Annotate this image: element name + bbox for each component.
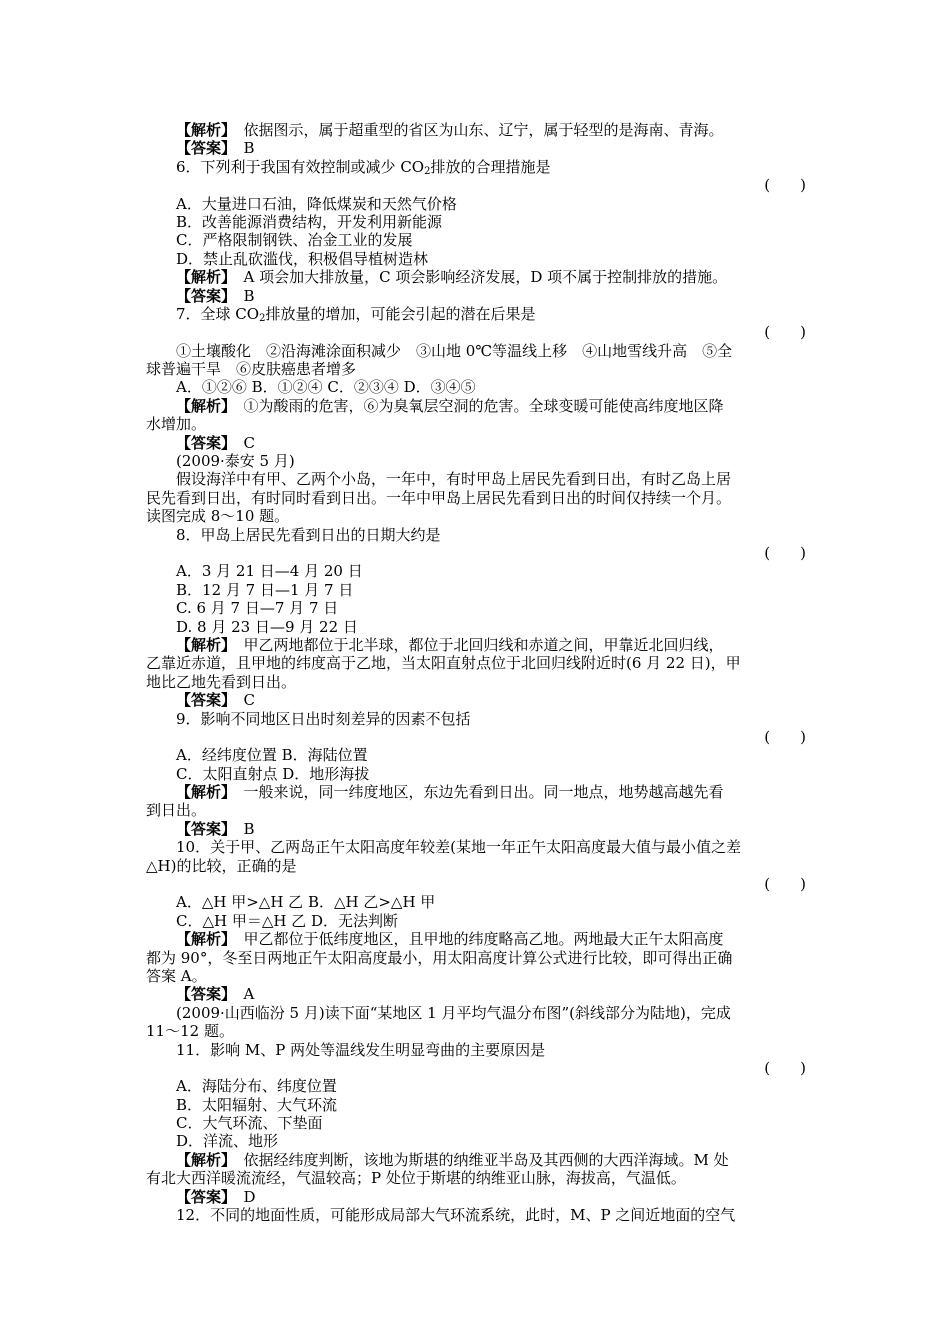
question-text: 8．甲岛上居民先看到日出的日期大约是 bbox=[176, 525, 441, 544]
answer-text: C bbox=[243, 691, 256, 710]
text-line: B．太阳辐射、大气环流 bbox=[176, 1095, 338, 1114]
question-text: 9．影响不同地区日出时刻差异的因素不包括 bbox=[176, 709, 471, 728]
answer-blank: ( ) bbox=[764, 176, 806, 195]
answer-blank: ( ) bbox=[764, 543, 806, 562]
analysis-text: 一般来说，同一纬度地区，东边先看到日出。同一地点，地势越高越先看 bbox=[243, 783, 724, 802]
answer-line bbox=[146, 287, 806, 305]
analysis-line bbox=[146, 636, 806, 654]
text-line: C．大气环流、下垫面 bbox=[176, 1114, 323, 1133]
question-stem bbox=[146, 305, 806, 323]
answer-label: 【答案】 bbox=[176, 139, 229, 158]
text-line: C．太阳直射点 D．地形海拔 bbox=[176, 764, 370, 783]
text-line: A．△H 甲>△H 乙 B．△H 乙>△H 甲 bbox=[176, 893, 436, 912]
answer-text: C bbox=[243, 433, 256, 452]
analysis-line bbox=[146, 121, 806, 139]
text-line: B．12 月 7 日—1 月 7 日 bbox=[176, 580, 354, 599]
text-line: A．①②⑥ B．①②④ C．②③④ D．③④⑤ bbox=[176, 378, 476, 397]
answer-label: 【答案】 bbox=[176, 1187, 229, 1206]
question-text: 7．全球 CO bbox=[176, 304, 260, 323]
text-line: A．海陆分布、纬度位置 bbox=[176, 1077, 337, 1096]
answer-line bbox=[146, 820, 806, 838]
text-line: C. 6 月 7 日—7 月 7 日 bbox=[176, 599, 339, 618]
document-body bbox=[146, 121, 806, 1224]
answer-line bbox=[146, 434, 806, 452]
answer-line bbox=[146, 139, 806, 157]
analysis-line bbox=[146, 930, 806, 948]
text-line: D．洋流、地形 bbox=[176, 1132, 279, 1151]
text-line: A．经纬度位置 B．海陆位置 bbox=[176, 746, 368, 765]
question-text: 10．关于甲、乙两岛正午太阳高度年较差(某地一年正午太阳高度最大值与最小值之差 bbox=[176, 838, 741, 857]
continuation-line: 水增加。 bbox=[146, 415, 207, 434]
text-line: ①土壤酸化 ②沿海滩涂面积减少 ③山地 0℃等温线上移 ④山地雪线升高 ⑤全 bbox=[176, 341, 733, 360]
text-line: (2009·山西临汾 5 月)读下面“某地区 1 月平均气温分布图”(斜线部分为陆地)，完成 bbox=[176, 1003, 731, 1022]
analysis-label: 【解析】 bbox=[176, 268, 229, 287]
question-text: 6．下列利于我国有效控制或减少 CO bbox=[176, 157, 425, 176]
answer-label: 【答案】 bbox=[176, 819, 229, 838]
analysis-label: 【解析】 bbox=[176, 635, 229, 654]
continuation-line: 到日出。 bbox=[146, 801, 207, 820]
text-line: C．严格限制钢铁、冶金工业的发展 bbox=[176, 231, 413, 250]
question-text-continued: 排放量的增加，可能会引起的潜在后果是 bbox=[265, 304, 536, 323]
analysis-label: 【解析】 bbox=[176, 1150, 229, 1169]
answer-label: 【答案】 bbox=[176, 691, 229, 710]
answer-line bbox=[146, 1188, 806, 1206]
analysis-text: 甲乙两地都位于北半球，都位于北回归线和赤道之间，甲靠近北回归线， bbox=[243, 635, 724, 654]
analysis-label: 【解析】 bbox=[176, 121, 229, 139]
question-text-continued: 排放的合理措施是 bbox=[430, 157, 551, 176]
continuation-line: 球普遍干旱 ⑥皮肤癌患者增多 bbox=[146, 360, 357, 379]
analysis-line bbox=[146, 268, 806, 286]
answer-text: A bbox=[243, 985, 255, 1004]
continuation-line: 有北大西洋暖流流经，气温较高；P 处位于斯堪的纳维亚山脉，海拔高，气温低。 bbox=[146, 1169, 686, 1188]
question-text: 12．不同的地面性质，可能形成局部大气环流系统，此时，M、P 之间近地面的空气 bbox=[176, 1206, 736, 1225]
question-stem bbox=[146, 1041, 806, 1059]
continuation-line: 答案 A。 bbox=[146, 966, 207, 985]
answer-blank: ( ) bbox=[764, 323, 806, 342]
analysis-text: 甲乙都位于低纬度地区，且甲地的纬度略高乙地。两地最大正午太阳高度 bbox=[243, 930, 724, 949]
analysis-label: 【解析】 bbox=[176, 930, 229, 949]
answer-blank: ( ) bbox=[764, 875, 806, 894]
question-stem bbox=[146, 158, 806, 176]
answer-text: B bbox=[243, 819, 255, 838]
subscript: 2 bbox=[424, 165, 431, 177]
analysis-text: 依据图示，属于超重型的省区为山东、辽宁，属于轻型的是海南、青海。 bbox=[243, 121, 724, 139]
answer-text: B bbox=[243, 286, 255, 305]
continuation-line: 读图完成 8～10 题。 bbox=[146, 507, 290, 526]
analysis-line bbox=[146, 783, 806, 801]
answer-line bbox=[146, 691, 806, 709]
analysis-text: 依据经纬度判断，该地为斯堪的纳维亚半岛及其西侧的大西洋海域。M 处 bbox=[243, 1150, 729, 1169]
analysis-label: 【解析】 bbox=[176, 396, 229, 415]
analysis-line bbox=[146, 1151, 806, 1169]
answer-label: 【答案】 bbox=[176, 433, 229, 452]
question-stem bbox=[146, 710, 806, 728]
text-line: (2009·泰安 5 月) bbox=[176, 452, 295, 471]
text-line: D．禁止乱砍滥伐，积极倡导植树造林 bbox=[176, 249, 429, 268]
question-stem bbox=[146, 1206, 806, 1224]
question-stem bbox=[146, 838, 806, 856]
answer-text: D bbox=[243, 1187, 256, 1206]
continuation-line: 地比乙地先看到日出。 bbox=[146, 672, 297, 691]
text-line: B．改善能源消费结构，开发利用新能源 bbox=[176, 212, 443, 231]
text-line: D. 8 月 23 日—9 月 22 日 bbox=[176, 617, 358, 636]
subscript: 2 bbox=[259, 312, 266, 324]
answer-blank: ( ) bbox=[764, 727, 806, 746]
question-text: 11．影响 M、P 两处等温线发生明显弯曲的主要原因是 bbox=[176, 1040, 546, 1059]
answer-label: 【答案】 bbox=[176, 286, 229, 305]
continuation-line: △H)的比较，正确的是 bbox=[146, 856, 297, 875]
continuation-line: 11～12 题。 bbox=[146, 1022, 234, 1041]
analysis-label: 【解析】 bbox=[176, 783, 229, 802]
continuation-line: 民先看到日出，有时同时看到日出。一年中甲岛上居民先看到日出的时间仅持续一个月。 bbox=[146, 488, 732, 507]
continuation-line: 乙靠近赤道，且甲地的纬度高于乙地，当太阳直射点位于北回归线附近时(6 月 22 日)，甲 bbox=[146, 654, 741, 673]
answer-text: B bbox=[243, 139, 255, 158]
analysis-text: A 项会加大排放量，C 项会影响经济发展，D 项不属于控制排放的措施。 bbox=[243, 268, 728, 287]
text-line: A．3 月 21 日—4 月 20 日 bbox=[176, 562, 363, 581]
text-line: 假设海洋中有甲、乙两个小岛，一年中，有时甲岛上居民先看到日出，有时乙岛上居 bbox=[176, 470, 732, 489]
text-line: C．△H 甲＝△H 乙 D．无法判断 bbox=[176, 911, 399, 930]
analysis-text: ①为酸雨的危害，⑥为臭氧层空洞的危害。全球变暖可能使高纬度地区降 bbox=[243, 396, 724, 415]
answer-line bbox=[146, 985, 806, 1003]
text-line: A．大量进口石油，降低煤炭和天然气价格 bbox=[176, 194, 457, 213]
answer-label: 【答案】 bbox=[176, 985, 229, 1004]
answer-blank: ( ) bbox=[764, 1058, 806, 1077]
analysis-line bbox=[146, 397, 806, 415]
continuation-line: 都为 90°，冬至日两地正午太阳高度最小，用太阳高度计算公式进行比较，即可得出正确 bbox=[146, 948, 733, 967]
question-stem bbox=[146, 526, 806, 544]
